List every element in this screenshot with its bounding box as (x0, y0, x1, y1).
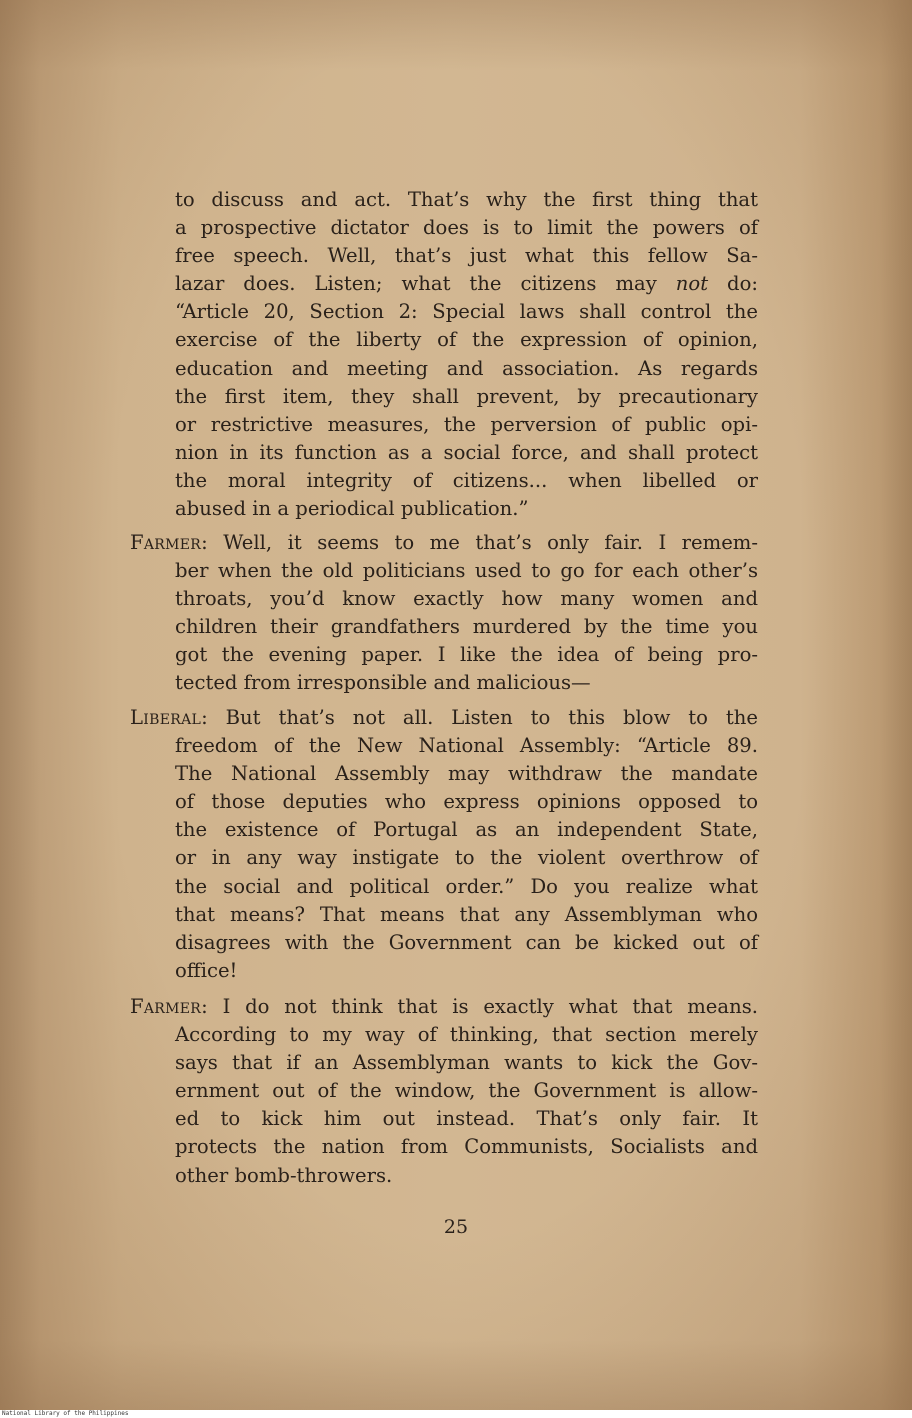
text-line: Liberal: But that’s not all. Listen to this blow to the (130, 706, 758, 729)
text-line: says that if an Assemblyman wants to kick the Gov- (175, 1051, 758, 1075)
text-line: nion in its function as a social force, and shall protect (175, 440, 758, 464)
text-line: free speech. Well, that’s just what this fellow Sa- (175, 244, 758, 268)
page-number: 25 (443, 1216, 469, 1238)
speaker-label: Farmer (130, 531, 202, 554)
text-line: got the evening paper. I like the idea of being pro- (175, 643, 758, 667)
text-line: office! (175, 958, 238, 982)
text-line: Farmer: Well, it seems to me that’s only fair. I remem- (130, 531, 758, 554)
text-line: Farmer: I do not think that is exactly what that means. (130, 995, 758, 1018)
text-line: that means? That means that any Assemblyman who (175, 902, 758, 926)
text-line: throats, you’d know exactly how many women and (175, 587, 758, 611)
text-line: exercise of the liberty of the expression of opinion, (175, 328, 758, 352)
text-line: the first item, they shall prevent, by precautionary (175, 384, 758, 408)
text-line: “Article 20, Section 2: Special laws shall control the (175, 300, 758, 324)
text-line: or restrictive measures, the perversion of public opi- (175, 412, 758, 436)
text-line: disagrees with the Government can be kicked out of (175, 930, 758, 954)
library-footer: National Library of the Philippines (2, 1410, 129, 1417)
text-line: or in any way instigate to the violent overthrow of (175, 846, 758, 870)
text-line: the existence of Portugal as an independent State, (175, 818, 758, 842)
text-line: ed to kick him out instead. That’s only fair. It (175, 1107, 758, 1131)
text-line: education and meeting and association. As regards (175, 356, 758, 380)
text-line: other bomb-throwers. (175, 1163, 393, 1187)
text-line: tected from irresponsible and malicious— (175, 671, 591, 695)
text-line: ber when the old politicians used to go for each other’s (175, 559, 758, 583)
speech-first-line: But that’s not all. Listen to this blow to the (225, 706, 758, 729)
liberal-speech (130, 704, 758, 985)
text-line: freedom of the New National Assembly: “Article 89. (175, 734, 758, 758)
text-line: of those deputies who express opinions opposed to (175, 790, 758, 814)
text-line: protects the nation from Communists, Socialists and (175, 1135, 758, 1159)
text-line: According to my way of thinking, that section merely (175, 1023, 758, 1047)
farmer-speech-2 (130, 993, 758, 1190)
text-line: a prospective dictator does is to limit the powers of (175, 216, 758, 240)
text-line: lazar does. Listen; what the citizens may not do: (175, 272, 759, 296)
text-line: to discuss and act. That’s why the first thing that (175, 188, 758, 211)
speaker-label: Farmer (130, 995, 202, 1018)
text-line: children their grandfathers murdered by the time you (175, 615, 758, 639)
text-line: ernment out of the window, the Government is allow- (175, 1079, 758, 1103)
speech-first-line: I do not think that is exactly what that means. (222, 995, 758, 1018)
intro-paragraph (130, 186, 758, 523)
text-line: The National Assembly may withdraw the mandate (175, 762, 758, 786)
farmer-speech-1 (130, 529, 758, 698)
speaker-label: Liberal (130, 706, 202, 729)
speech-first-line: Well, it seems to me that’s only fair. I remem- (223, 531, 758, 554)
text-line: abused in a periodical publication.” (175, 497, 529, 521)
text-line: the moral integrity of citizens... when libelled or (175, 468, 758, 492)
text-line: the social and political order.” Do you realize what (175, 874, 758, 898)
